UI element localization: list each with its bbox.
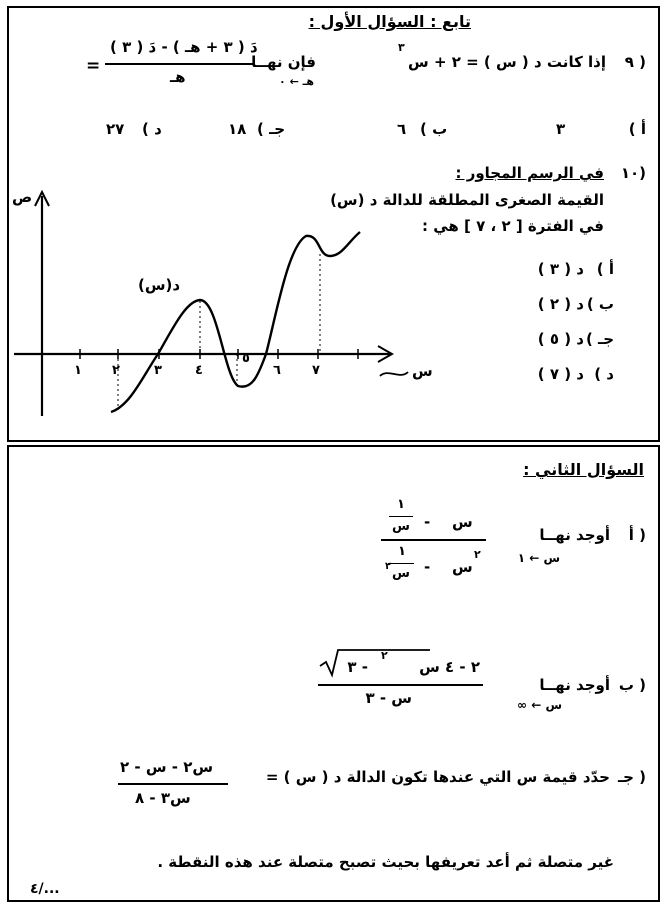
function-curve bbox=[111, 232, 360, 412]
part-b-fraction-bar bbox=[318, 684, 483, 686]
part-a-den-left-exponent: ٢ bbox=[474, 548, 481, 561]
q9-numerator: دَ ( ٣ + هـ ) - دَ ( ٣ ) bbox=[110, 38, 258, 56]
q9-option-label: جـ ) bbox=[257, 120, 286, 138]
q9-number: ٩ ) bbox=[624, 53, 646, 71]
q10-line2: القيمة الصغرى المطلقة للدالة د (س) bbox=[330, 191, 604, 209]
part-c-fraction-bar bbox=[118, 783, 228, 785]
question-one-heading: تابع : السؤال الأول : bbox=[308, 12, 471, 31]
part-c-line2: غير متصلة ثم أعد تعريفها بحيث تصبح متصلة عند هذه النقطة . bbox=[157, 853, 614, 871]
part-a-den-frac-top: ١ bbox=[398, 544, 406, 559]
part-b-denominator: س - ٣ bbox=[365, 689, 412, 707]
part-a-num-frac-bottom: س bbox=[392, 519, 410, 534]
page-number: ٤/... bbox=[30, 881, 60, 897]
q9-option-value: ٣ bbox=[556, 120, 566, 138]
part-b-radical-sign bbox=[320, 648, 430, 678]
part-a-num-op: - bbox=[424, 513, 431, 531]
part-c-prompt: حدّد قيمة س التي عندها تكون الدالة د ( س ) = bbox=[265, 768, 610, 786]
q9-option-label: أ ) bbox=[628, 120, 646, 138]
tick-label-4: ٤ bbox=[195, 363, 203, 378]
part-a-subscript: س ← ١ bbox=[517, 551, 560, 565]
tick-label-2: ٢ bbox=[112, 363, 120, 378]
part-a-den-frac-exponent: ٢ bbox=[385, 561, 392, 572]
tick-label-7: ٧ bbox=[312, 363, 320, 378]
part-b-numerator: ٢ - ٤ س bbox=[419, 658, 480, 676]
q9-option-value: ٢٧ bbox=[106, 120, 125, 138]
q9-option-label: د ) bbox=[142, 120, 162, 138]
q10-option-label: أ ) bbox=[596, 260, 614, 278]
x-axis-label: س bbox=[412, 362, 433, 380]
part-c-label: جـ ) bbox=[617, 768, 646, 786]
tick-label-6: ٦ bbox=[273, 363, 281, 378]
part-b-numerator-tail: - ٣ bbox=[347, 658, 368, 676]
q9-limit-word: فإن نهــا bbox=[251, 53, 316, 71]
q9-fraction-bar bbox=[105, 63, 253, 65]
q9-equals: = bbox=[86, 56, 101, 76]
part-a-num-frac-bar bbox=[389, 516, 413, 517]
q10-option-label: جـ ) bbox=[585, 330, 614, 348]
part-a-main-fraction-bar bbox=[381, 539, 486, 541]
part-a-label: أ ) bbox=[628, 526, 646, 544]
q10-option-value: د ( ٧ ) bbox=[537, 365, 584, 383]
part-a-den-left: س bbox=[452, 558, 473, 576]
part-a-den-frac-bottom: س bbox=[392, 566, 410, 581]
y-axis-label: ص bbox=[12, 188, 33, 206]
q9-exponent: ٣ bbox=[398, 41, 405, 54]
part-c-numerator: س٢ - س - ٢ bbox=[120, 758, 214, 776]
q10-line1: في الرسم المجاور : bbox=[455, 164, 604, 182]
q10-option-label: د ) bbox=[594, 365, 614, 383]
q9-option-label: ب ) bbox=[420, 120, 448, 138]
curve-label: د(س) bbox=[138, 276, 181, 294]
q9-option-value: ٦ bbox=[397, 120, 407, 138]
part-a-den-frac-bar bbox=[388, 563, 414, 564]
q10-option-label: ب ) bbox=[586, 295, 614, 313]
q10-function-graph bbox=[8, 176, 433, 436]
part-a-num-frac-top: ١ bbox=[397, 497, 405, 512]
q10-option-value: د ( ٣ ) bbox=[537, 260, 584, 278]
q10-option-value: د ( ٥ ) bbox=[537, 330, 584, 348]
tick-label-5: ٥ bbox=[242, 351, 250, 366]
part-b-numerator-exponent: ٢ bbox=[381, 649, 388, 662]
part-c-denominator: س٣ - ٨ bbox=[135, 789, 191, 807]
part-b-label: ب ) bbox=[618, 676, 646, 694]
part-b-subscript: س ← ∞ bbox=[517, 698, 562, 712]
tick-label-1: ١ bbox=[74, 363, 82, 378]
q9-limit-subscript: هـ ← ٠ bbox=[279, 75, 314, 88]
tick-label-3: ٣ bbox=[154, 363, 162, 378]
part-a-den-op: - bbox=[424, 558, 431, 576]
q9-prompt: إذا كانت د ( س ) = ٢ + س bbox=[408, 53, 606, 71]
part-a-num-left: س bbox=[452, 513, 473, 531]
q10-number: ١٠) bbox=[620, 164, 646, 182]
q9-denominator: هـ bbox=[170, 68, 186, 86]
part-a-prompt: أوجد نهــا bbox=[539, 526, 610, 544]
x-axis-squiggle bbox=[380, 372, 408, 376]
q10-option-value: د ( ٢ ) bbox=[537, 295, 584, 313]
q10-line3: في الفترة [ ٢ ، ٧ ] هي : bbox=[422, 217, 604, 235]
q9-option-value: ١٨ bbox=[228, 120, 247, 138]
question-two-heading: السؤال الثاني : bbox=[523, 460, 644, 479]
part-b-prompt: أوجد نهــا bbox=[539, 676, 610, 694]
